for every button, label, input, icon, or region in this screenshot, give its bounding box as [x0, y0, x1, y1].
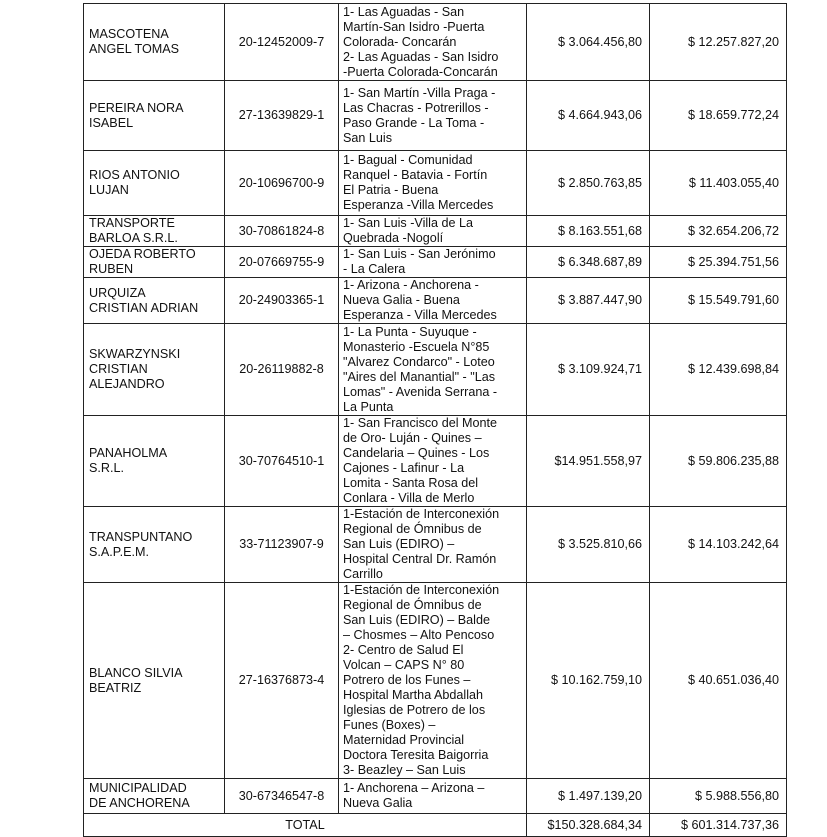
contractor-name [84, 247, 225, 278]
monthly-amount-text: $ 10.162.759,10 [550, 673, 642, 687]
routes-description-text: 1- Las Aguadas - San Martín-San Isidro -Puerta Colorada- Concarán 2- Las Aguadas - San Isidro -Puerta Colorada-Concarán [343, 4, 499, 79]
table-row [84, 779, 787, 814]
routes-description [339, 4, 527, 81]
contractor-name [84, 583, 225, 779]
monthly-amount [527, 151, 650, 216]
monthly-amount-text: $ 3.064.456,80 [557, 34, 642, 49]
routes-description [339, 216, 527, 247]
cuit-number-text: 20-26119882-8 [239, 362, 324, 376]
monthly-amount [527, 247, 650, 278]
table-row [84, 151, 787, 216]
monthly-amount [527, 81, 650, 151]
monthly-amount-text: $ 6.348.687,89 [557, 254, 642, 269]
total-amount-text: $ 32.654.206,72 [687, 223, 779, 238]
monthly-amount [527, 4, 650, 81]
table-row [84, 216, 787, 247]
total-amount-text: $ 25.394.751,56 [687, 254, 779, 269]
cuit-number-text: 30-67346547-8 [238, 788, 325, 803]
routes-description-text: 1- San Luis - San Jerónimo - La Calera [343, 247, 496, 276]
table-row [84, 4, 787, 81]
contractor-name-text: TRANSPUNTANO S.A.P.E.M. [89, 529, 193, 559]
table-row [84, 247, 787, 278]
total-amount [650, 151, 787, 216]
cuit-number-text: 20-12452009-7 [238, 34, 325, 49]
total-amount-text: $ 12.257.827,20 [687, 34, 779, 49]
total-amount-text: $ 12.439.698,84 [687, 362, 779, 376]
cuit-number-text: 30-70861824-8 [238, 223, 325, 238]
contractor-name [84, 4, 225, 81]
total-amount [650, 779, 787, 814]
monthly-amount [527, 324, 650, 416]
table-row [84, 583, 787, 779]
routes-description-text: 1- San Martín -Villa Praga - Las Chacras - Potrerillos - Paso Grande - La Toma - San Luis [343, 85, 496, 145]
contractor-name-text: SKWARZYNSKI CRISTIAN ALEJANDRO [89, 347, 181, 391]
total-monthly-amount: $150.328.684,34 [527, 814, 650, 837]
routes-description-text: 1- Arizona - Anchorena - Nueva Galia - Buena Esperanza - Villa Mercedes [343, 278, 497, 322]
cuit-number [225, 4, 339, 81]
routes-description-text: 1- La Punta - Suyuque - Monasterio -Escuela N°85 "Alvarez Condarco" - Loteo "Aires del Manantial" - "Las Lomas" - Avenida Serrana - La Punta [343, 324, 498, 414]
monthly-amount [527, 216, 650, 247]
monthly-amount-text: $ 4.664.943,06 [557, 108, 642, 122]
cuit-number [225, 779, 339, 814]
total-amount [650, 416, 787, 507]
total-amount-text: $ 11.403.055,40 [688, 175, 779, 190]
contracts-table [83, 3, 787, 837]
monthly-amount [527, 583, 650, 779]
routes-description [339, 324, 527, 416]
routes-description [339, 247, 527, 278]
total-row [84, 814, 787, 837]
contractor-name [84, 507, 225, 583]
cuit-number [225, 583, 339, 779]
cuit-number [225, 247, 339, 278]
monthly-amount-text: $ 1.497.139,20 [557, 788, 642, 803]
table-row [84, 278, 787, 324]
total-amount-text: $ 5.988.556,80 [694, 788, 779, 803]
total-amount-text: $ 15.549.791,60 [687, 293, 779, 307]
cuit-number [225, 324, 339, 416]
routes-description-text: 1- San Luis -Villa de La Quebrada -Nogolí [343, 216, 473, 245]
cuit-number-text: 20-24903365-1 [238, 293, 325, 307]
contractor-name-text: MASCOTENA ANGEL TOMAS [89, 27, 180, 56]
total-amount [650, 507, 787, 583]
routes-description-text: 1-Estación de Interconexión Regional de Ómnibus de San Luis (EDIRO) – Hospital Central Dr. Ramón Carrillo [343, 507, 500, 581]
contractor-name [84, 151, 225, 216]
cuit-number-text: 20-10696700-9 [238, 175, 325, 190]
contractor-name [84, 324, 225, 416]
total-amount [650, 81, 787, 151]
total-label: TOTAL [84, 814, 527, 837]
contractor-name-text: TRANSPORTE BARLOA S.R.L. [89, 216, 178, 245]
cuit-number-text: 27-13639829-1 [238, 108, 325, 122]
contractor-name [84, 216, 225, 247]
contractor-name [84, 81, 225, 151]
contractor-name [84, 278, 225, 324]
cuit-number [225, 507, 339, 583]
total-amount [650, 4, 787, 81]
routes-description [339, 507, 527, 583]
total-amount [650, 324, 787, 416]
cuit-number-text: 30-70764510-1 [238, 453, 325, 468]
monthly-amount [527, 779, 650, 814]
cuit-number [225, 416, 339, 507]
routes-description-text: 1- Bagual - Comunidad Ranquel - Batavia - Fortín El Patria - Buena Esperanza -Villa Mercedes [343, 153, 494, 212]
monthly-amount-text: $ 2.850.763,85 [557, 175, 642, 190]
monthly-amount-text: $ 3.525.810,66 [557, 537, 642, 551]
cuit-number-text: 33-71123907-9 [239, 537, 324, 551]
table-row [84, 507, 787, 583]
routes-description [339, 81, 527, 151]
total-amount [650, 247, 787, 278]
contractor-name-text: RIOS ANTONIO LUJAN [89, 168, 180, 197]
total-amount-text: $ 40.651.036,40 [687, 673, 779, 687]
monthly-amount-text: $ 3.109.924,71 [557, 362, 642, 376]
routes-description [339, 278, 527, 324]
cuit-number [225, 151, 339, 216]
routes-description [339, 416, 527, 507]
table-row [84, 416, 787, 507]
total-amount-text: $ 59.806.235,88 [687, 453, 779, 468]
monthly-amount [527, 507, 650, 583]
contractor-name-text: BLANCO SILVIA BEATRIZ [89, 665, 183, 695]
cuit-number-text: 20-07669755-9 [238, 254, 325, 269]
total-amount-text: $ 18.659.772,24 [687, 108, 779, 122]
contractor-name [84, 416, 225, 507]
cuit-number [225, 216, 339, 247]
table-body [84, 4, 787, 837]
routes-description [339, 779, 527, 814]
contractor-name-text: PEREIRA NORA ISABEL [89, 100, 184, 130]
contractor-name [84, 779, 225, 814]
contractor-name-text: PANAHOLMA S.R.L. [89, 446, 168, 475]
total-amount [650, 278, 787, 324]
monthly-amount [527, 278, 650, 324]
table-row [84, 81, 787, 151]
monthly-amount [527, 416, 650, 507]
table-row [84, 324, 787, 416]
total-amount-text: $ 14.103.242,64 [687, 537, 779, 551]
total-amount [650, 583, 787, 779]
contractor-name-text: MUNICIPALIDAD DE ANCHORENA [89, 781, 190, 810]
monthly-amount-text: $ 8.163.551,68 [557, 223, 642, 238]
total-amount [650, 216, 787, 247]
contractor-name-text: OJEDA ROBERTO RUBEN [89, 247, 196, 276]
routes-description-text: 1- Anchorena – Arizona – Nueva Galia [343, 781, 485, 810]
monthly-amount-text: $ 3.887.447,90 [557, 293, 642, 307]
monthly-amount-text: $14.951.558,97 [554, 453, 642, 468]
cuit-number [225, 278, 339, 324]
grand-total-amount: $ 601.314.737,36 [650, 814, 787, 837]
routes-description-text: 1-Estación de Interconexión Regional de Ómnibus de San Luis (EDIRO) – Balde – Chosmes – Alto Pencoso 2- Centro de Salud El Volcan – CAPS N° 80 Potrero de los Funes – Hospital Martha Abdallah Iglesias de Potrero de los Funes (Boxes) – Maternidad Provincial Doctora Teresita Baigorria 3- Beazley – San Luis [343, 583, 500, 777]
cuit-number [225, 81, 339, 151]
cuit-number-text: 27-16376873-4 [238, 673, 325, 687]
routes-description-text: 1- San Francisco del Monte de Oro- Luján - Quines – Candelaria – Quines - Los Cajones - Lafinur - La Lomita - Santa Rosa del Conlara - Villa de Merlo [343, 416, 497, 505]
contractor-name-text: URQUIZA CRISTIAN ADRIAN [89, 285, 199, 315]
routes-description [339, 583, 527, 779]
routes-description [339, 151, 527, 216]
